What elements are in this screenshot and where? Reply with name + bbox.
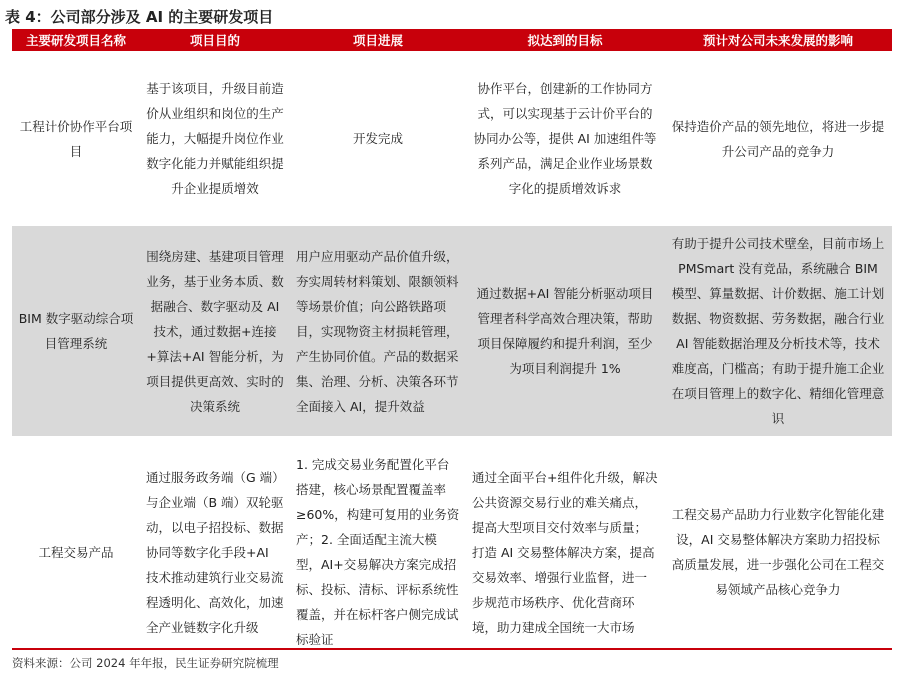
cell-goal: 通过数据+AI 智能分析驱动项目管理者科学高效合理决策，帮助项目保障履约和提升利润，至少为项目利润提升 1% — [466, 226, 664, 436]
cell-project-name: 工程交易产品 — [38, 544, 114, 560]
header-purpose: 项目目的 — [140, 29, 290, 51]
table-row — [12, 51, 892, 226]
cell-project-name: BIM 数字驱动综合项目管理系统 — [12, 226, 140, 436]
header-impact: 预计对公司未来发展的影响 — [664, 29, 892, 51]
header-project-name: 主要研发项目名称 — [12, 29, 140, 51]
cell-goal: 协作平台，创建新的工作协同方式，可以实现基于云计价平台的协同办公等，提供 AI 加速组件等系列产品，满足企业作业场景数字化的提质增效诉求 — [473, 81, 657, 196]
cell-project-name: 工程计价协作平台项目 — [19, 118, 133, 159]
cell-progress: 开发完成 — [352, 131, 403, 146]
cell-progress: 用户应用驱动产品价值升级，夯实周转材料策划、限额领料等场景价值；向公路铁路项目，实现物资主材损耗管理，产生协同价值。产品的数据采集、治理、分析、决策各环节全面接入 AI，提升效益 — [290, 226, 466, 436]
cell-impact: 保持造价产品的领先地位，将进一步提升公司产品的竞争力 — [671, 118, 885, 159]
cell-goal: 通过全面平台+组件化升级，解决公共资源交易行业的难关痛点，提高大型项目交付效率与质量；打造 AI 交易整体解决方案，提高交易效率、增强行业监督，进一步规范市场秩序、优化营商环境，助力建成全国统一大市场 — [472, 469, 658, 635]
table-row — [12, 436, 892, 668]
source-note: 资料来源：公司 2024 年年报，民生证券研究院梳理 — [12, 656, 279, 670]
table-row — [12, 226, 892, 436]
table-title: 表 4：公司部分涉及 AI 的主要研发项目 — [5, 8, 274, 26]
cell-purpose: 基于该项目，升级目前造价从业组织和岗位的生产能力，大幅提升岗位作业数字化能力并赋能组织提升企业提质增效 — [146, 81, 284, 196]
table-header-row — [12, 29, 892, 51]
header-progress: 项目进展 — [290, 29, 466, 51]
header-goal: 拟达到的目标 — [466, 29, 664, 51]
rd-projects-table — [12, 29, 892, 668]
cell-purpose: 通过服务政务端（G 端）与企业端（B 端）双轮驱动，以电子招投标、数据协同等数字化手段+AI 技术推动建筑行业交易流程透明化、高效化，加速全产业链数字化升级 — [146, 469, 284, 635]
table-bottom-rule — [12, 648, 892, 650]
cell-impact: 有助于提升公司技术壁垒，目前市场上 PMSmart 没有竞品，系统融合 BIM 模型、算量数据、计价数据、施工计划数据、物资数据、劳务数据，融合行业 AI 智能数据治理及分析技术等，技术难度高，门槛高；有助于提升施工企业在项目管理上的数字化、精细化管理意识 — [664, 226, 892, 436]
cell-purpose: 围绕房建、基建项目管理业务，基于业务本质、数据融合、数字驱动及 AI 技术，通过数据+连接+算法+AI 智能分析，为项目提供更高效、实时的决策系统 — [140, 226, 290, 436]
cell-progress: 1. 完成交易业务配置化平台搭建，核心场景配置覆盖率≥60%，构建可复用的业务资产；2. 全面适配主流大模型，AI+交易解决方案完成招标、投标、清标、评标系统性覆盖，并在标杆客户侧完成试标验证 — [296, 457, 460, 647]
cell-impact: 工程交易产品助力行业数字化智能化建设，AI 交易整体解决方案助力招投标高质量发展，进一步强化公司在工程交易领域产品核心竞争力 — [671, 507, 885, 597]
